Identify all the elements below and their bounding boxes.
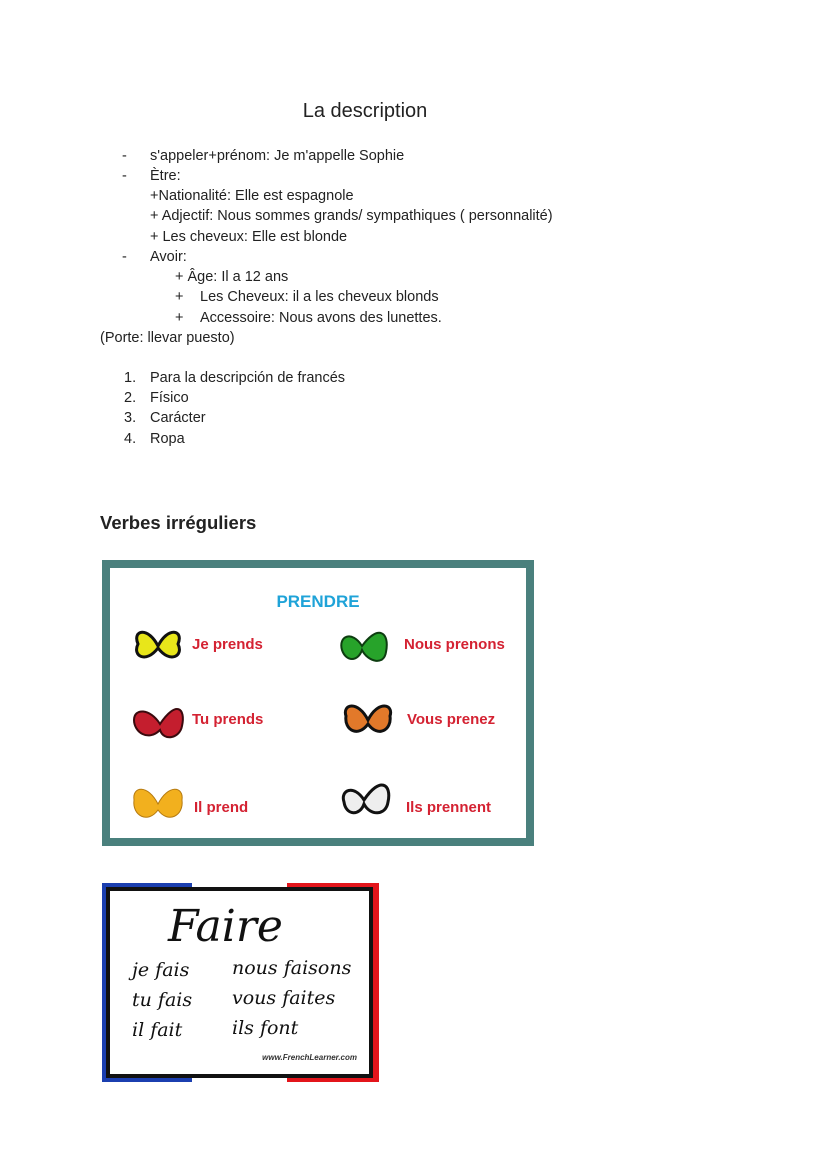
verb-form: Vous prenez <box>407 711 496 728</box>
list-number: 4. <box>124 431 137 447</box>
list-number: 3. <box>124 410 137 426</box>
prendre-conjugation-image <box>102 560 534 846</box>
verb-form: Tu prends <box>192 711 264 728</box>
numbered-item: Carácter <box>150 410 206 426</box>
monarch-butterfly-icon <box>342 700 394 740</box>
website-credit: www.FrenchLearner.com <box>262 1053 357 1062</box>
faire-title: Faire <box>168 901 283 952</box>
list-item: s'appeler+prénom: Je m'appelle Sophie <box>150 148 405 164</box>
numbered-item: Físico <box>150 390 189 406</box>
dash-bullet: - <box>122 168 127 184</box>
red-butterfly-icon <box>130 698 188 746</box>
verb-form: Nous prenons <box>404 636 505 653</box>
green-butterfly-icon <box>338 622 390 668</box>
list-item: + Âge: Il a 12 ans <box>175 269 289 285</box>
orange-butterfly-icon <box>130 782 186 828</box>
section-heading: Verbes irréguliers <box>100 512 257 533</box>
faire-conjugation-image <box>102 883 379 1082</box>
dash-bullet: - <box>122 148 127 164</box>
verb-form: Il prend <box>194 799 249 816</box>
list-item: Accessoire: Nous avons des lunettes. <box>200 310 442 326</box>
black-white-butterfly-icon <box>340 772 394 822</box>
numbered-item: Para la descripción de francés <box>150 370 346 386</box>
list-item: Les Cheveux: il a les cheveux blonds <box>200 289 439 305</box>
yellow-butterfly-icon <box>132 626 184 666</box>
numbered-item: Ropa <box>150 431 185 447</box>
verb-form: Ils prennent <box>406 799 492 816</box>
page-title: La description <box>302 100 428 122</box>
list-item: Avoir: <box>150 249 187 265</box>
verb-form: ils font <box>232 1017 299 1039</box>
list-number: 2. <box>124 390 137 406</box>
plus-bullet: + <box>175 289 184 305</box>
note: (Porte: llevar puesto) <box>100 330 235 346</box>
verb-form: nous faisons <box>232 957 352 979</box>
plus-bullet: + <box>175 310 184 326</box>
verb-form: tu fais <box>132 989 193 1011</box>
verb-form: il fait <box>132 1019 183 1041</box>
verb-form: vous faites <box>232 987 336 1009</box>
list-item: + Adjectif: Nous sommes grands/ sympathiques ( personnalité) <box>150 208 553 224</box>
prendre-title: PRENDRE <box>276 592 360 611</box>
list-item: + Les cheveux: Elle est blonde <box>150 229 348 245</box>
list-item: Ètre: <box>150 168 181 184</box>
list-number: 1. <box>124 370 137 386</box>
verb-form: je fais <box>132 959 190 981</box>
list-item: +Nationalité: Elle est espagnole <box>150 188 354 204</box>
dash-bullet: - <box>122 249 127 265</box>
verb-form: Je prends <box>192 636 263 653</box>
